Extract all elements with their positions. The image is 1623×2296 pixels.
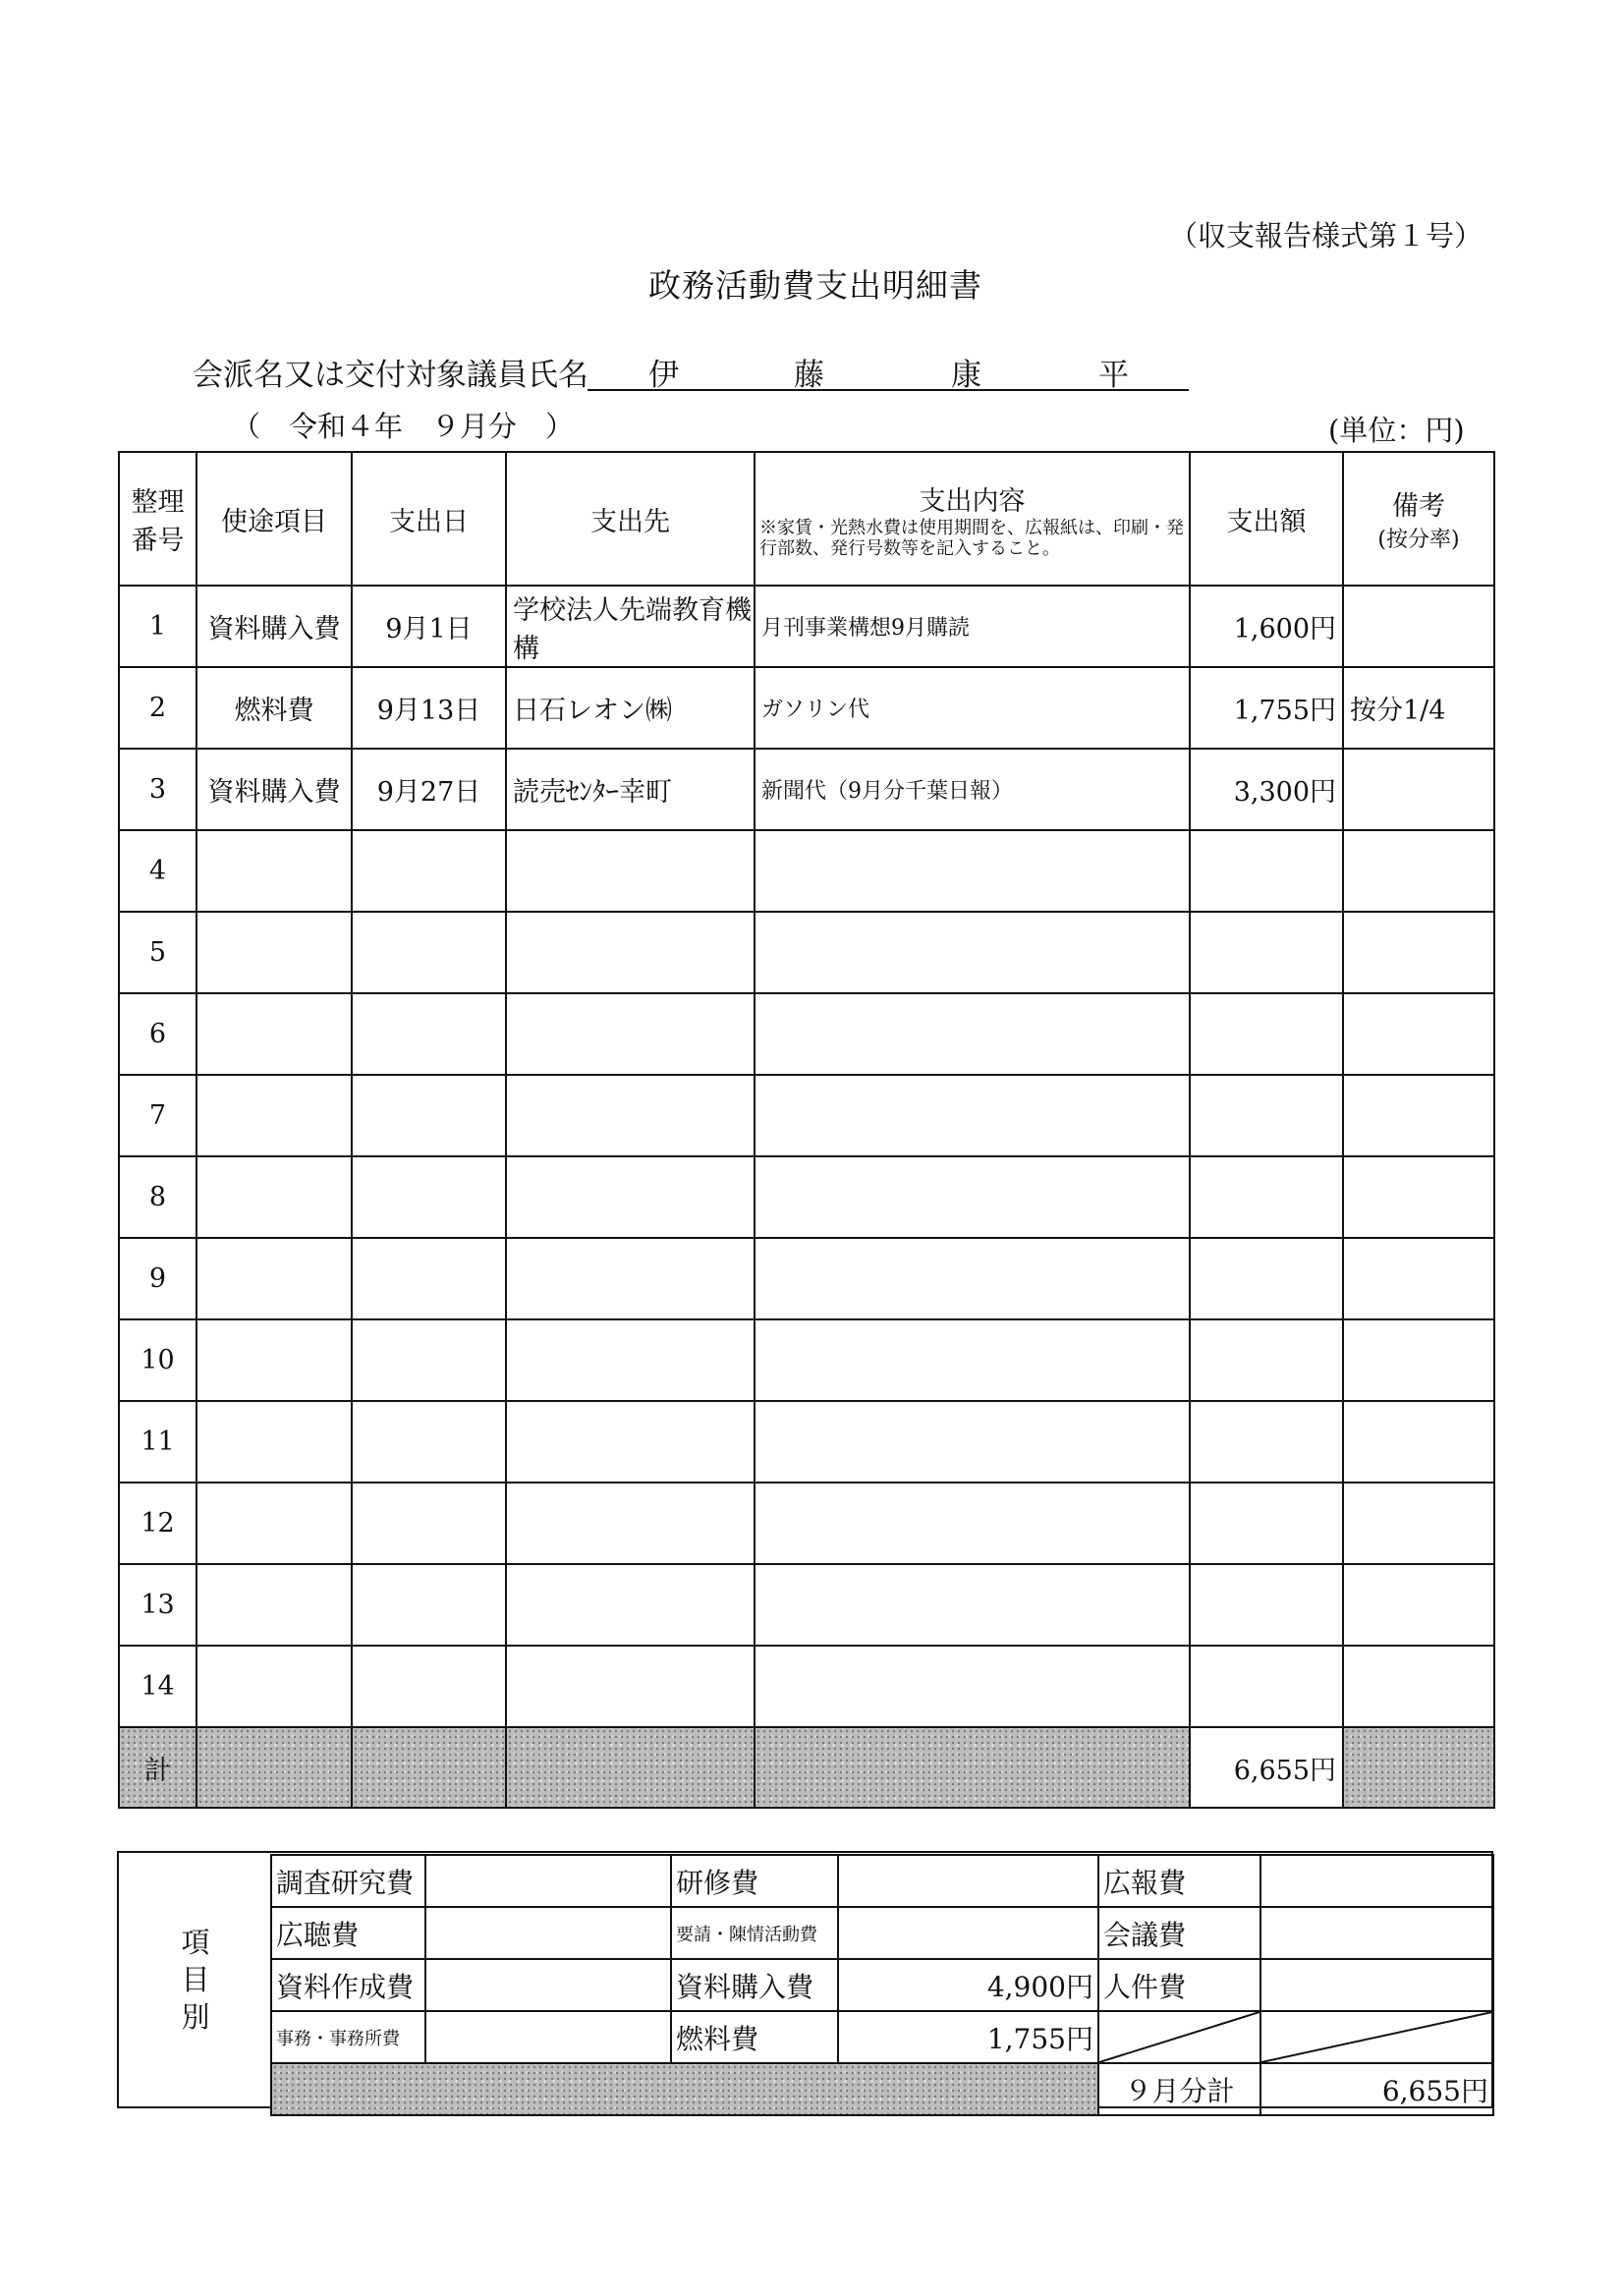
diagonal-cell	[1260, 2011, 1493, 2063]
row-purpose: 資料購入費	[196, 749, 352, 830]
shaded-cell	[755, 1727, 1190, 1808]
document-title: 政務活動費支出明細書	[648, 266, 982, 305]
table-row	[119, 1401, 1494, 1483]
row-content	[755, 1483, 1190, 1564]
row-payee: 学校法人先端教育機構	[506, 586, 755, 667]
row-amount	[1190, 1483, 1343, 1564]
shaded-cell	[271, 2063, 1098, 2115]
row-number: 7	[119, 1075, 196, 1156]
table-row	[119, 912, 1494, 993]
row-payee: 読売ｾﾝﾀｰ幸町	[506, 749, 755, 830]
row-amount	[1190, 1646, 1343, 1727]
row-content: ガソリン代	[755, 667, 1190, 749]
row-payee	[506, 1319, 755, 1401]
row-remarks	[1343, 1564, 1494, 1646]
row-purpose	[196, 830, 352, 912]
row-amount	[1190, 912, 1343, 993]
row-date	[352, 1483, 506, 1564]
table-row	[119, 1483, 1494, 1564]
row-number: 10	[119, 1319, 196, 1401]
row-number: 8	[119, 1156, 196, 1238]
row-number: 1	[119, 586, 196, 667]
row-payee	[506, 993, 755, 1075]
row-number: 3	[119, 749, 196, 830]
category-label: 燃料費	[671, 2011, 838, 2063]
row-content	[755, 1238, 1190, 1319]
row-content	[755, 1319, 1190, 1401]
row-number: 9	[119, 1238, 196, 1319]
table-row	[119, 1075, 1494, 1156]
row-content	[755, 1646, 1190, 1727]
category-row	[271, 1907, 1493, 1959]
shaded-cell	[352, 1727, 506, 1808]
row-remarks	[1343, 830, 1494, 912]
row-purpose	[196, 993, 352, 1075]
col-header-amount: 支出額	[1190, 452, 1343, 586]
table-row	[119, 1156, 1494, 1238]
row-amount: 1,755円	[1190, 667, 1343, 749]
member-name-char: 平	[1098, 358, 1129, 393]
row-number: 12	[119, 1483, 196, 1564]
row-payee	[506, 1564, 755, 1646]
row-amount: 3,300円	[1190, 749, 1343, 830]
table-row	[119, 1319, 1494, 1401]
row-amount	[1190, 1156, 1343, 1238]
category-value	[1260, 1959, 1493, 2011]
total-row	[119, 1727, 1494, 1808]
month-total-label: ９月分計	[1098, 2063, 1260, 2115]
category-value	[838, 1907, 1098, 1959]
row-remarks	[1343, 1075, 1494, 1156]
category-value	[838, 1855, 1098, 1907]
row-amount	[1190, 1238, 1343, 1319]
category-label: 資料購入費	[671, 1959, 838, 2011]
summary-label: 項 目 別	[181, 1926, 210, 2034]
row-amount: 1,600円	[1190, 586, 1343, 667]
row-date	[352, 1646, 506, 1727]
row-remarks	[1343, 1401, 1494, 1483]
category-label: 調査研究費	[271, 1855, 425, 1907]
row-payee	[506, 1401, 755, 1483]
category-row	[271, 1855, 1493, 1907]
row-content	[755, 1156, 1190, 1238]
row-purpose	[196, 1483, 352, 1564]
member-name-char: 藤	[794, 358, 824, 393]
row-remarks	[1343, 749, 1494, 830]
row-date	[352, 1075, 506, 1156]
row-amount	[1190, 1564, 1343, 1646]
category-value: 1,755円	[838, 2011, 1098, 2063]
row-purpose	[196, 1564, 352, 1646]
total-label: 計	[119, 1727, 196, 1808]
row-content	[755, 1075, 1190, 1156]
form-id: （収支報告様式第１号）	[1169, 219, 1483, 252]
row-purpose: 資料購入費	[196, 586, 352, 667]
row-date: 9月1日	[352, 586, 506, 667]
row-remarks: 按分1/4	[1343, 667, 1494, 749]
category-row	[271, 1959, 1493, 2011]
row-purpose	[196, 1075, 352, 1156]
row-content: 月刊事業構想9月購読	[755, 586, 1190, 667]
row-amount	[1190, 993, 1343, 1075]
row-date	[352, 830, 506, 912]
table-row	[119, 749, 1494, 830]
diagonal-cell	[1098, 2011, 1260, 2063]
row-purpose	[196, 1646, 352, 1727]
shaded-cell	[1343, 1727, 1494, 1808]
row-purpose	[196, 912, 352, 993]
col-header-purpose: 使途項目	[196, 452, 352, 586]
row-date	[352, 1401, 506, 1483]
row-remarks	[1343, 993, 1494, 1075]
category-value	[425, 2011, 671, 2063]
row-number: 5	[119, 912, 196, 993]
member-name-char: 伊	[648, 358, 679, 393]
category-label: 広報費	[1098, 1855, 1260, 1907]
row-purpose	[196, 1238, 352, 1319]
table-row	[119, 1646, 1494, 1727]
table-row	[119, 1564, 1494, 1646]
row-amount	[1190, 1075, 1343, 1156]
table-row	[119, 667, 1494, 749]
row-purpose	[196, 1156, 352, 1238]
category-value	[425, 1959, 671, 2011]
row-date	[352, 993, 506, 1075]
row-remarks	[1343, 1483, 1494, 1564]
row-amount	[1190, 830, 1343, 912]
col-header-remarks: 備考 (按分率)	[1343, 452, 1494, 586]
category-value	[425, 1855, 671, 1907]
row-payee	[506, 1646, 755, 1727]
row-payee	[506, 830, 755, 912]
row-purpose: 燃料費	[196, 667, 352, 749]
row-content	[755, 830, 1190, 912]
row-purpose	[196, 1401, 352, 1483]
row-content	[755, 993, 1190, 1075]
table-row	[119, 993, 1494, 1075]
row-remarks	[1343, 1319, 1494, 1401]
row-date	[352, 1238, 506, 1319]
row-number: 11	[119, 1401, 196, 1483]
member-label: 会派名又は交付対象議員氏名	[193, 358, 588, 393]
row-payee: 日石レオン㈱	[506, 667, 755, 749]
col-header-content: 支出内容 ※家賃・光熱水費は使用期間を、広報紙は、印刷・発行部数、発行号数等を記入すること。	[755, 452, 1190, 586]
category-label: 要請・陳情活動費	[671, 1907, 838, 1959]
row-date	[352, 1156, 506, 1238]
month-total-row	[271, 2063, 1493, 2115]
category-row	[271, 2011, 1493, 2063]
total-amount: 6,655円	[1190, 1727, 1343, 1808]
category-value: 4,900円	[838, 1959, 1098, 2011]
row-remarks	[1343, 1156, 1494, 1238]
table-row	[119, 586, 1494, 667]
table-row	[119, 1238, 1494, 1319]
shaded-cell	[196, 1727, 352, 1808]
row-payee	[506, 912, 755, 993]
row-date: 9月27日	[352, 749, 506, 830]
row-amount	[1190, 1401, 1343, 1483]
row-payee	[506, 1156, 755, 1238]
col-header-no: 整理 番号	[119, 452, 196, 586]
row-content	[755, 912, 1190, 993]
unit-label: (単位：円)	[1328, 414, 1465, 447]
row-date	[352, 1319, 506, 1401]
category-label: 事務・事務所費	[271, 2011, 425, 2063]
row-number: 2	[119, 667, 196, 749]
row-remarks	[1343, 912, 1494, 993]
row-payee	[506, 1238, 755, 1319]
row-remarks	[1343, 1238, 1494, 1319]
row-date	[352, 1564, 506, 1646]
category-label: 人件費	[1098, 1959, 1260, 2011]
month-total-value: 6,655円	[1260, 2063, 1493, 2115]
row-payee	[506, 1483, 755, 1564]
row-content	[755, 1401, 1190, 1483]
expense-table	[118, 451, 1495, 1809]
row-date: 9月13日	[352, 667, 506, 749]
row-content	[755, 1564, 1190, 1646]
category-value	[1260, 1855, 1493, 1907]
col-header-date: 支出日	[352, 452, 506, 586]
category-table	[270, 1854, 1494, 2116]
shaded-cell	[506, 1727, 755, 1808]
row-amount	[1190, 1319, 1343, 1401]
col-header-payee: 支出先	[506, 452, 755, 586]
row-content: 新聞代（9月分千葉日報）	[755, 749, 1190, 830]
row-number: 13	[119, 1564, 196, 1646]
table-header-row	[119, 452, 1494, 586]
row-number: 6	[119, 993, 196, 1075]
category-value	[425, 1907, 671, 1959]
row-number: 14	[119, 1646, 196, 1727]
row-remarks	[1343, 586, 1494, 667]
row-remarks	[1343, 1646, 1494, 1727]
category-label: 広聴費	[271, 1907, 425, 1959]
category-label: 研修費	[671, 1855, 838, 1907]
category-label: 資料作成費	[271, 1959, 425, 2011]
period: （ 令和４年 ９月分 ）	[232, 410, 575, 443]
row-purpose	[196, 1319, 352, 1401]
category-label: 会議費	[1098, 1907, 1260, 1959]
row-payee	[506, 1075, 755, 1156]
row-date	[352, 912, 506, 993]
table-row	[119, 830, 1494, 912]
member-name-char: 康	[951, 358, 981, 393]
row-number: 4	[119, 830, 196, 912]
category-value	[1260, 1907, 1493, 1959]
